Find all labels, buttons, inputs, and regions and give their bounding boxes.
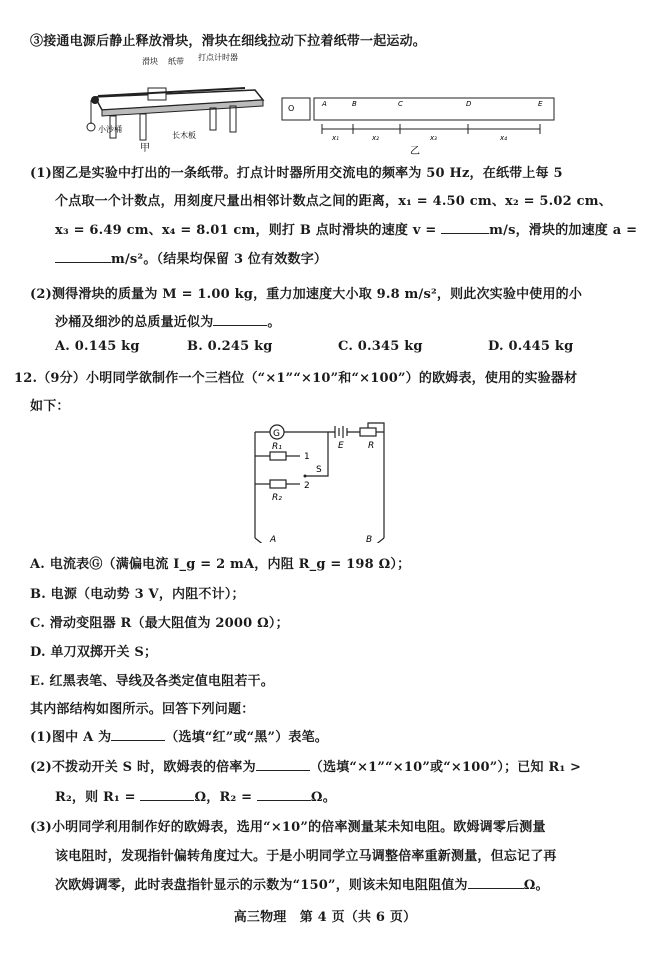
probe-b-label: B [366,535,373,543]
q12-text: Ω。 [310,790,336,805]
switch-pos-2: 2 [304,481,310,491]
q11-part1-line2: 个点取一个计数点，用刻度尺量出相邻计数点之间的距离，x₁ = 4.50 cm、x₂ = 5.02 cm、 [55,194,612,209]
label-board: 长木板 [172,131,196,140]
label-slider: 滑块 [142,57,158,66]
point-d: D [466,100,472,108]
q11-text: m/s，滑块的加速度 a = [489,223,638,238]
answer-blank-r1[interactable] [140,788,194,801]
q12-part2-line1 [30,756,581,775]
q12-line2: 如下： [30,399,70,414]
q12-part3-line1: (3)小明同学利用制作好的欧姆表，选用“×10”的倍率测量某未知电阻。欧姆调零后测量 [30,820,546,835]
figure-jia-apparatus [80,52,270,152]
switch-pos-1: 1 [304,452,310,462]
page-footer: 高三物理 第 4 页（共 6 页） [233,910,417,925]
point-e: E [538,100,543,108]
q12-text: （选填“红”或“黑”）表笔。 [165,730,329,745]
option-b: B. 0.245 kg [187,339,273,354]
q11-part1-line4 [55,248,327,267]
answer-blank-r2[interactable] [257,788,311,801]
point-a: A [322,100,327,108]
q11-text: x₃ = 6.49 cm、x₄ = 8.01 cm，则打 B 点时滑块的速度 v = [55,223,437,238]
caption-yi: 乙 [410,146,420,156]
label-sand-bucket: 小沙桶 [98,125,122,134]
q12-intro: 其内部结构如图所示。回答下列问题： [30,702,255,717]
item-d: D. 单刀双掷开关 S； [30,645,158,660]
figure-yi-paper-tape [280,96,560,156]
step-3-text: ③接通电源后静止释放滑块，滑块在细线拉动下拉着纸带一起运动。 [30,34,427,49]
q12-part2-line2 [55,786,336,805]
segment-x1: x₁ [332,134,339,142]
label-paper-tape: 纸带 [168,57,184,66]
r1-label: R₁ [272,442,282,452]
probe-a-label: A [270,535,277,543]
q12-text: Ω。 [523,878,549,893]
q11-part2-line1: (2)测得滑块的质量为 M = 1.00 kg，重力加速度大小取 9.8 m/s²，则此次实验中使用的小 [30,287,583,302]
option-a: A. 0.145 kg [55,339,140,354]
rheostat-label: R [368,441,375,451]
battery-label: E [338,441,344,451]
answer-blank-resistance[interactable] [468,876,524,889]
q12-part3-line3 [55,874,549,893]
q12-text: R₂，则 R₁ = [55,790,136,805]
segment-x2: x₂ [372,134,379,142]
q12-text: (1)图中 A 为 [30,730,112,745]
item-c: C. 滑动变阻器 R（最大阻值为 2000 Ω）； [30,616,289,631]
option-c: C. 0.345 kg [338,339,423,354]
item-e: E. 红黑表笔、导线及各类定值电阻若干。 [30,674,274,689]
q12-line1: 12.（9分）小明同学欲制作一个三档位（“×1”“×10”和“×100”）的欧姆表，使用的实验器材 [14,371,578,386]
answer-blank-mass[interactable] [213,313,267,326]
q11-part2-line2 [55,311,281,330]
q12-text: Ω，R₂ = [194,790,253,805]
segment-x4: x₄ [500,134,507,142]
q12-text: 次欧姆调零，此时表盘指针显示的示数为“150”，则该未知电阻阻值为 [55,878,468,893]
q11-part1-line1: (1)图乙是实验中打出的一条纸带。打点计时器所用交流电的频率为 50 Hz，在纸带上每 5 [30,166,563,181]
r2-label: R₂ [272,493,282,503]
q11-text: 沙桶及细沙的总质量近似为 [55,315,214,330]
switch-label: S [316,465,322,475]
item-a: A. 电流表Ⓖ（满偏电流 I_g = 2 mA，内阻 R_g = 198 Ω）； [30,557,411,572]
q12-part3-line2: 该电阻时，发现指针偏转角度过大。于是小明同学立马调整倍率重新测量，但忘记了再 [55,849,557,864]
label-timer: 打点计时器 [198,53,238,62]
answer-blank-multiplier[interactable] [256,758,310,771]
q11-text: 。 [267,315,281,330]
option-d: D. 0.445 kg [488,339,574,354]
q11-part1-line3 [55,219,637,238]
answer-blank-probe-color[interactable] [111,728,165,741]
answer-blank-acceleration[interactable] [55,250,111,263]
item-b: B. 电源（电动势 3 V，内阻不计）； [30,587,245,602]
q12-part1 [30,726,328,745]
caption-jia: 甲 [140,143,150,152]
ohmmeter-circuit-diagram [250,418,400,543]
answer-blank-velocity[interactable] [441,221,489,234]
segment-x3: x₃ [430,134,437,142]
q11-text: m/s²。（结果均保留 3 位有效数字） [111,252,328,267]
galvanometer-label: G [273,429,280,439]
q12-text: (2)不拨动开关 S 时，欧姆表的倍率为 [30,760,256,775]
point-b: B [352,100,357,108]
q12-text: （选填“×1”“×10”或“×100”）；已知 R₁ > [309,760,582,775]
point-o: O [288,104,295,113]
point-c: C [398,100,403,108]
